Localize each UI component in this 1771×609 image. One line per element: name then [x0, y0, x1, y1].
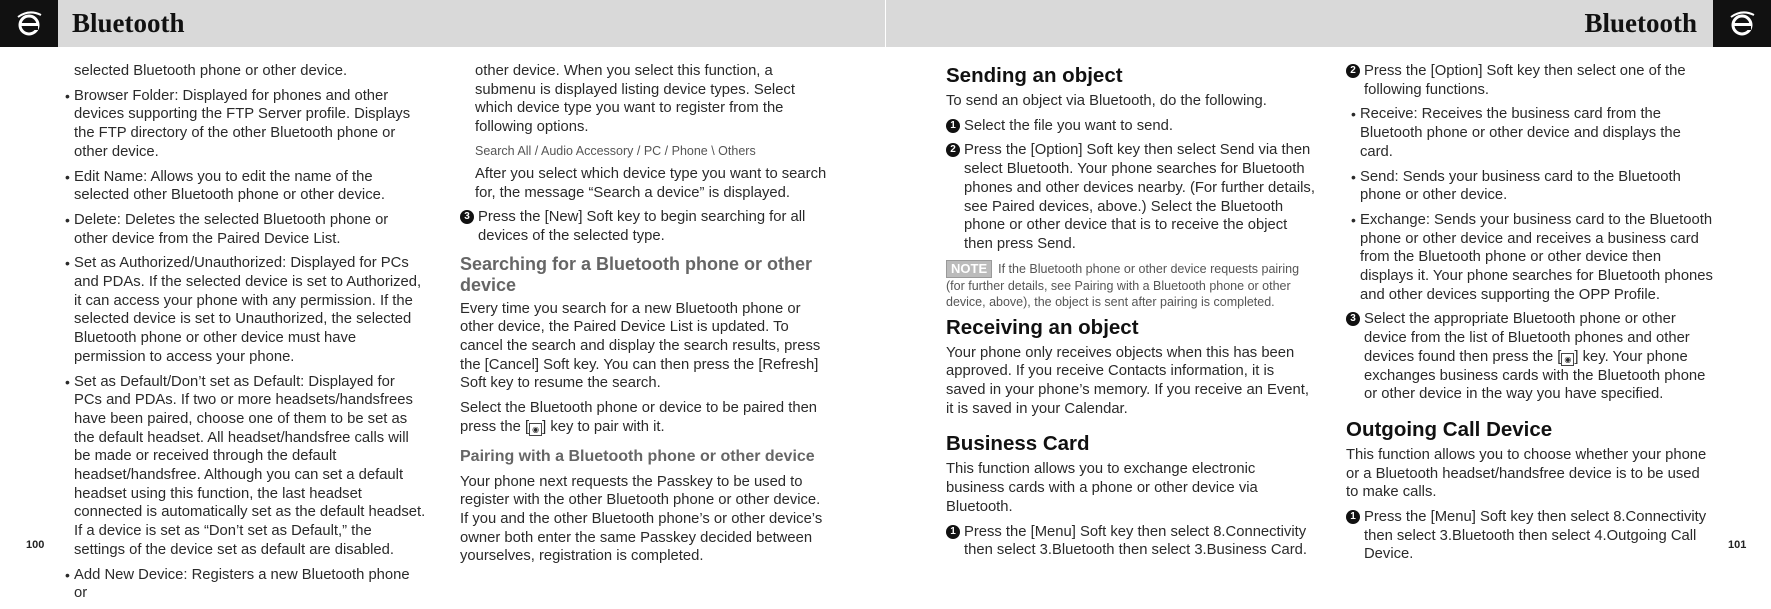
list-item: • Delete: Deletes the selected Bluetooth phone or other device from the Paired Device List.	[74, 211, 426, 248]
column-1	[74, 62, 426, 609]
column-2	[460, 62, 828, 572]
paragraph: Every time you search for a new Bluetooth phone or other device, the Paired Device List is updated. To cancel the search and display the search results, press the [Cancel] Soft key. You can then press the [Refresh] Soft key to resume the search.	[460, 300, 821, 392]
note-text: If the Bluetooth phone or other device requests pairing (for further details, see Pairing with a Bluetooth phone or other device, above), the object is sent after pairing is completed.	[946, 261, 1300, 309]
section-heading: Sending an object	[946, 64, 1123, 87]
paragraph-text: ] key to pair with it.	[542, 418, 665, 435]
step-text: Press the [Option] Soft key then select one of the following functions.	[1364, 63, 1686, 98]
step-number: 1	[946, 525, 960, 539]
page-title-right: Bluetooth	[1584, 8, 1697, 38]
step-item	[460, 208, 828, 245]
step-item	[946, 141, 1316, 253]
note-label: NOTE	[946, 260, 992, 278]
list-item: • Browser Folder: Displayed for phones and other devices supporting the FTP Server profile. Displays the FTP directory of the other Bluetooth phone or other device.	[74, 87, 426, 162]
ie-logo-icon	[0, 0, 58, 47]
step-number: 1	[1346, 510, 1360, 524]
paragraph: selected Bluetooth phone or other device.	[74, 63, 348, 79]
step-number: 1	[946, 119, 960, 133]
step-text	[1364, 311, 1705, 402]
step-text: Press the [New] Soft key to begin searching for all devices of the selected type.	[478, 209, 806, 244]
paragraph: After you select which device type you want to search for, the message “Search a device” is displayed.	[475, 165, 827, 201]
step-item	[1346, 310, 1716, 404]
step-item	[946, 117, 1316, 136]
step-text: Select the file you want to send.	[964, 117, 1173, 134]
list-item: • Receive: Receives the business card from the Bluetooth phone or other device and displays the card.	[1360, 105, 1716, 161]
list-item: • Exchange: Sends your business card to the Bluetooth phone or other device and receives a business card from the Bluetooth phone or other device then displays it. Your phone searches for Bluetooth phones and other devices supporting the OPP Profile.	[1360, 211, 1716, 305]
page-title-left: Bluetooth	[72, 8, 185, 38]
list-item: • Set as Default/Don’t set as Default: Displayed for PCs and PDAs. If two or more headsets/handsfrees have been paired, choose one of them to be set as the default headset. All headset/handsfree calls will be made or received through the default headset/handsfree. Although you can set a default headset using this function, the last headset connected is automatically set as the default headset. If a device is set as “Don’t set as Default,” the settings of the device set as default are disabled.	[74, 373, 426, 560]
list-item: • Set as Authorized/Unauthorized: Displayed for PCs and PDAs. If the selected device is set to Authorized, it can access your phone with any permission. If the selected device is set to Unauthorized, the selected Bluetooth phone or other device must have permission to access your phone.	[74, 254, 426, 366]
section-heading: Receiving an object	[946, 315, 1139, 339]
step-text: Press the [Menu] Soft key then select 8.Connectivity then select 3.Bluetooth then select 4.Outgoing Call Device.	[1364, 509, 1707, 563]
step-item	[1346, 508, 1716, 564]
step-number: 2	[1346, 64, 1360, 78]
list-item: • Add New Device: Registers a new Bluetooth phone or	[74, 566, 426, 603]
section-heading: Pairing with a Bluetooth phone or other device	[460, 447, 815, 465]
paragraph: Your phone next requests the Passkey to be used to register with the other Bluetooth phone or other device. If you and the other Bluetooth phone’s or other device’s owner both enter the same Passkey decided between yourselves, registration is completed.	[460, 473, 823, 565]
note	[946, 260, 1316, 310]
page-number-right: 101	[1728, 539, 1747, 551]
section-heading: Outgoing Call Device	[1346, 417, 1553, 441]
paragraph: This function allows you to exchange electronic business cards with a phone or other device via Bluetooth.	[946, 461, 1258, 515]
center-key-icon: ◉	[529, 423, 542, 436]
column-4	[1346, 62, 1716, 570]
paragraph: Your phone only receives objects when this has been approved. If you receive Contacts information, it is saved in your phone’s memory. If you receive an Event, it is saved in your Calendar.	[946, 344, 1309, 417]
page-number-left: 100	[26, 539, 45, 551]
section-heading: Business Card	[946, 432, 1090, 456]
paragraph-text: Select the Bluetooth phone or device to be paired then press the [	[460, 400, 818, 435]
step-item	[1346, 62, 1716, 99]
step-text: Press the [Option] Soft key then select Send via then select Bluetooth. Your phone searches for Bluetooth phones and other devices nearby. (For further details, see Paired devices, above.) Select the Bluetooth phone or other device that is to receive the object then press Send.	[964, 142, 1315, 252]
step-number: 3	[1346, 312, 1360, 326]
list-item: • Send: Sends your business card to the Bluetooth phone or other device.	[1360, 168, 1716, 205]
ie-logo-icon	[1713, 0, 1771, 47]
step-text-part: Select the appropriate Bluetooth phone or other device from the list of Bluetooth phones and other devices found then press the [	[1364, 311, 1690, 365]
section-heading: Searching for a Bluetooth phone or other device	[460, 253, 813, 295]
center-key-icon: ◉	[1561, 353, 1574, 366]
step-number: 2	[946, 143, 960, 157]
paragraph: This function allows you to choose whether your phone or a Bluetooth headset/handsfree device is to be used to make calls.	[1346, 446, 1707, 501]
step-text-part: ] key. Your phone exchanges business cards with the Bluetooth phone or other device in the way you have specified.	[1364, 348, 1706, 403]
column-3	[946, 64, 1316, 566]
list-item: • Edit Name: Allows you to edit the name of the selected other Bluetooth phone or other device.	[74, 168, 426, 205]
paragraph: To send an object via Bluetooth, do the following.	[946, 93, 1267, 109]
step-number: 3	[460, 210, 474, 224]
options-list: Search All / Audio Accessory / PC / Phone \ Others	[475, 143, 756, 158]
paragraph: other device. When you select this function, a submenu is displayed listing device types. Select which device type you want to register from the following options.	[475, 63, 795, 136]
step-item	[946, 523, 1316, 560]
paragraph	[460, 399, 828, 436]
step-text: Press the [Menu] Soft key then select 8.Connectivity then select 3.Bluetooth then select 3.Business Card.	[964, 523, 1308, 559]
